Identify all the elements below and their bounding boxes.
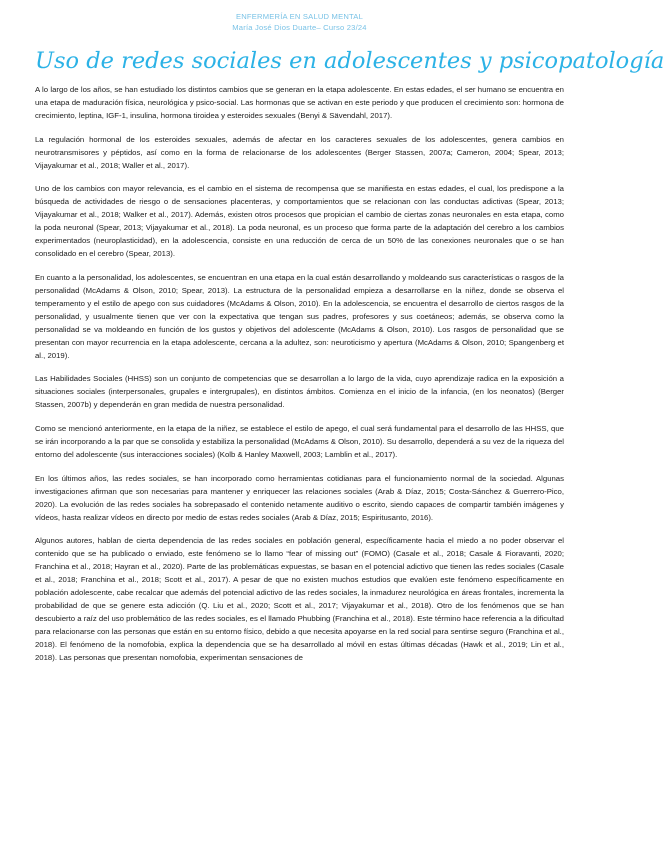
author-line: María José Dios Duarte– Curso 23/24 <box>232 23 367 32</box>
paragraph: En los últimos años, las redes sociales, se han incorporado como herramientas cotidianas para el funcionamiento normal de la sociedad. Algunas investigaciones afirman que son necesarias para mantener y enriquecer las relaciones sociales (Arab & Díaz, 2015; Costa-Sánchez & Guerrero-Pico, 2020). La evolución de las redes sociales ha sobrepasado el contenido netamente auditivo o escrito, siendo capaces de compartir también imágenes y vídeos, hasta realizar vídeos en directo por medio de estas redes sociales (Arab & Díaz, 2015; Espiritusanto, 2016). <box>35 473 564 522</box>
document-header <box>35 0 564 33</box>
paragraph: Las Habilidades Sociales (HHSS) son un conjunto de competencias que se desarrollan a lo largo de la vida, cuyo aprendizaje radica en la exposición a situaciones sociales (interpersonales, grupales e intergrupales), en distintos ámbitos. Comienza en el inicio de la infancia, (en los neonatos) (Berger Stassen, 2007b) y dependerán en gran medida de nuestra personalidad. <box>35 374 564 410</box>
paragraph: A lo largo de los años, se han estudiado los distintos cambios que se generan en la etapa adolescente. En estas edades, el ser humano se encuentra en una etapa de maduración física, neurológica y psico-social. Las hormonas que se activan en este periodo y que producen el crecimiento son: hormona de crecimiento, leptina, IGF-1, insulina, hormona tiroidea y esteroides sexuales (Benyi & Sävendahl, 2017). <box>35 85 564 120</box>
paragraph: En cuanto a la personalidad, los adolescentes, se encuentran en una etapa en la cual están desarrollando y moldeando sus características o rasgos de la personalidad (McAdams & Olson, 2010; Spear, 2013). La estructura de la personalidad empieza a desarrollarse en la niñez, donde se observa el temperamento y el estilo de apego con sus cuidadores (McAdams & Olson, 2010). En la adolescencia, se encuentra el desarrollo de ciertos rasgos de la personalidad, y usualmente tienen que ver con la expectativa que tengan sus padres, profesores y sus coetáneos; además, se observa como la personalidad se va moldeando en función de los gustos y objetivos del adolescente (McAdams & Olson, 2010). Los rasgos de personalidad que se presentan con mayor recurrencia en la etapa adolescente, cercana a la adultez, son: neuroticismo y apertura (McAdams & Olson, 2010; Spangenberg et al., 2019). <box>35 272 564 360</box>
document-title: Uso de redes sociales en adolescentes y psicopatología <box>35 48 664 74</box>
course-name: ENFERMERÍA EN SALUD MENTAL <box>235 12 363 21</box>
paragraph: La regulación hormonal de los esteroides sexuales, además de afectar en los caracteres sexuales de los adolescentes, genera cambios en neurotransmisores y péptidos, así como en la forma de relacionarse de los adolescentes (Berger Stassen, 2007a; Cameron, 2004; Spear, 2013; Vijayakumar et al., 2018; Waller et al., 2017). <box>35 134 564 170</box>
document-body <box>35 83 564 664</box>
paragraph: Algunos autores, hablan de cierta dependencia de las redes sociales en población general, específicamente hacia el miedo a no poder observar el contenido que se ha publicado o enviado, este fenómeno se lo llamo “fear of missing out” (FOMO) (Casale et al., 2018; Casale & Fioravanti, 2020; Franchina et al., 2018; Hayran et al., 2020). Parte de las problemáticas expuestas, se basan en el potencial adictivo que tienen las redes sociales (Casale et al., 2018; Franchina et al., 2018; Scott et al., 2017). A pesar de que no existen muchos estudios que evalúen este fenómeno específicamente en población adolescente, cabe recalcar que además del potencial adictivo de las redes sociales, la inmadurez neurológica en áreas frontales, incrementa la probabilidad de que se genere esta adicción (Q. Liu et al., 2020; Scott et al., 2017; Vijayakumar et al., 2018). Otro de los fenómenos que se han descubierto a raíz del uso problemático de las redes sociales, es el llamado Phubbing (Franchina et al., 2018). Este término hace referencia a la dificultad para relacionarse con las personas que están en su entorno físico, debido a que necesita apoyarse en la red social para sentirse seguro (Franchina et al., 2018). El fenómeno de la nomofobia, explica la dependencia que se ha desarrollado al móvil en estas últimas décadas (Hawk et al., 2019; Lin et al., 2018). Las personas que presentan nomofobia, experimentan sensaciones de <box>35 536 564 663</box>
paragraph: Como se mencionó anteriormente, en la etapa de la niñez, se establece el estilo de apego, el cual será fundamental para el desarrollo de las HHSS, que se irán incorporando a la par que se consolida y estabiliza la personalidad (McAdams & Olson, 2010). Su desarrollo, dependerá a su vez de la riqueza del entorno del adolescente (sus interacciones sociales) (Kolb & Hanley Maxwell, 2003; Lamblin et al., 2017). <box>35 423 564 459</box>
paragraph: Uno de los cambios con mayor relevancia, es el cambio en el sistema de recompensa que se manifiesta en estas edades, el cual, los predispone a la búsqueda de actividades de riesgo o de sensaciones placenteras, y comportamientos que se relacionan con las conductas adictivas (Spear, 2013; Vijayakumar et al., 2018; Walker et al., 2017). Además, existen otros procesos que propician el cambio de ciertas zonas neuronales en esta etapa, como la poda neuronal (Spear, 2013; Vijayakumar et al., 2018). La poda neuronal, es un proceso que forma parte de la adaptación del cerebro a los cambios experimentados (neuroplasticidad), en la adolescencia, consiste en una reducción de cerca de un 50% de las conexiones neuronales que o se han consolidado en el cerebro (Spear, 2013). <box>35 184 564 259</box>
